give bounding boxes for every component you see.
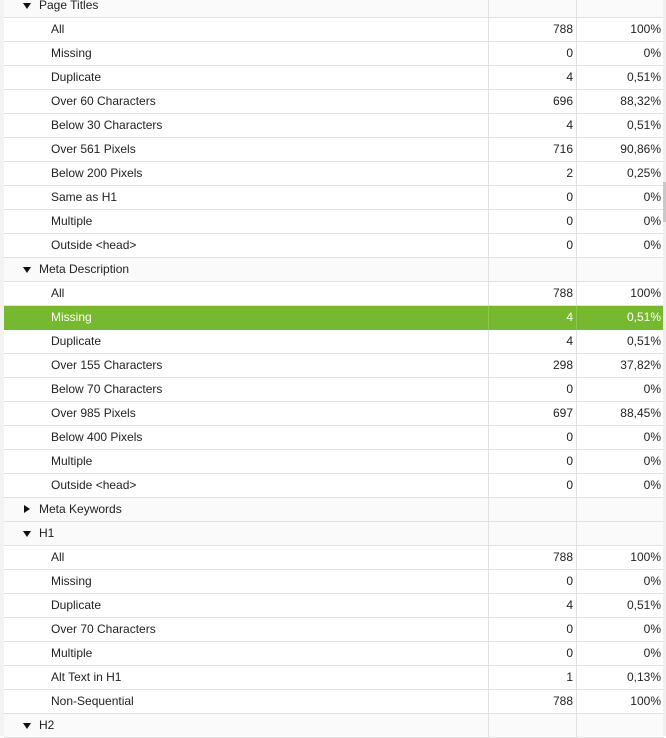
- row-count: 788: [488, 18, 576, 41]
- row-label: Meta Keywords: [39, 502, 122, 516]
- tree-item-row[interactable]: [4, 474, 664, 498]
- row-label: Duplicate: [51, 334, 102, 348]
- row-count: [488, 258, 576, 281]
- row-count: 4: [488, 66, 576, 89]
- row-label: Alt Text in H1: [51, 670, 122, 684]
- row-label: Below 400 Pixels: [51, 430, 143, 444]
- row-percentage: 0%: [576, 378, 664, 401]
- row-label: H2: [39, 718, 55, 732]
- row-percentage: 0,51%: [576, 594, 664, 617]
- row-percentage: [576, 258, 664, 281]
- row-count: 0: [488, 450, 576, 473]
- row-percentage: 100%: [576, 282, 664, 305]
- row-count: [488, 714, 576, 737]
- row-label: Outside <head>: [51, 238, 137, 252]
- row-label: Over 985 Pixels: [51, 406, 136, 420]
- tree-item-row[interactable]: [4, 162, 664, 186]
- row-label: Missing: [51, 574, 92, 588]
- row-label: Below 30 Characters: [51, 118, 163, 132]
- row-count: 788: [488, 546, 576, 569]
- row-label: Page Titles: [39, 0, 99, 12]
- row-percentage: 100%: [576, 690, 664, 713]
- row-percentage: 88,32%: [576, 90, 664, 113]
- row-percentage: 0,25%: [576, 162, 664, 185]
- row-count: 0: [488, 378, 576, 401]
- row-percentage: 0%: [576, 474, 664, 497]
- tree-group-row[interactable]: [4, 0, 664, 18]
- row-count: 298: [488, 354, 576, 377]
- tree-group-row[interactable]: [4, 258, 664, 282]
- row-count: [488, 498, 576, 521]
- tree-item-row[interactable]: [4, 378, 664, 402]
- tree-item-row[interactable]: [4, 330, 664, 354]
- tree-item-row[interactable]: [4, 546, 664, 570]
- tree-item-row[interactable]: [4, 450, 664, 474]
- row-count: 0: [488, 42, 576, 65]
- row-count: 4: [488, 114, 576, 137]
- row-count: [488, 0, 576, 17]
- row-percentage: 0,13%: [576, 666, 664, 689]
- row-percentage: 0%: [576, 642, 664, 665]
- row-label: Duplicate: [51, 598, 102, 612]
- row-count: 4: [488, 306, 576, 329]
- row-count: 4: [488, 594, 576, 617]
- row-label: Same as H1: [51, 190, 118, 204]
- row-label: Multiple: [51, 214, 93, 228]
- tree-item-row[interactable]: [4, 618, 664, 642]
- row-percentage: 0,51%: [576, 66, 664, 89]
- row-percentage: 0%: [576, 210, 664, 233]
- tree-item-row[interactable]: [4, 426, 664, 450]
- row-label: Over 60 Characters: [51, 94, 156, 108]
- row-percentage: 100%: [576, 546, 664, 569]
- row-count: 697: [488, 402, 576, 425]
- row-label: Over 561 Pixels: [51, 142, 136, 156]
- row-count: 0: [488, 426, 576, 449]
- row-percentage: 0,51%: [576, 114, 664, 137]
- tree-item-row[interactable]: [4, 570, 664, 594]
- row-label: Outside <head>: [51, 478, 137, 492]
- tree-item-row[interactable]: [4, 138, 664, 162]
- tree-item-row[interactable]: [4, 210, 664, 234]
- tree-item-row[interactable]: [4, 666, 664, 690]
- row-count: 716: [488, 138, 576, 161]
- row-percentage: 0%: [576, 570, 664, 593]
- tree-item-row[interactable]: [4, 234, 664, 258]
- row-count: 0: [488, 210, 576, 233]
- row-label: Over 155 Characters: [51, 358, 163, 372]
- tree-item-row[interactable]: [4, 90, 664, 114]
- row-percentage: 0,51%: [576, 330, 664, 353]
- row-count: 788: [488, 282, 576, 305]
- row-label: All: [51, 286, 65, 300]
- tree-item-row[interactable]: [4, 186, 664, 210]
- row-percentage: [576, 498, 664, 521]
- tree-item-row[interactable]: [4, 66, 664, 90]
- tree-group-row[interactable]: [4, 714, 664, 738]
- row-count: [488, 522, 576, 545]
- tree-item-row[interactable]: [4, 594, 664, 618]
- tree-item-row[interactable]: [4, 402, 664, 426]
- row-label: Multiple: [51, 454, 93, 468]
- row-label: All: [51, 550, 65, 564]
- row-label: Non-Sequential: [51, 694, 134, 708]
- row-percentage: 0%: [576, 426, 664, 449]
- row-percentage: 100%: [576, 18, 664, 41]
- row-label: Below 70 Characters: [51, 382, 163, 396]
- row-label: H1: [39, 526, 55, 540]
- row-label: Below 200 Pixels: [51, 166, 143, 180]
- row-count: 1: [488, 666, 576, 689]
- tree-item-row[interactable]: [4, 642, 664, 666]
- row-percentage: [576, 522, 664, 545]
- tree-group-row[interactable]: [4, 498, 664, 522]
- tree-item-row[interactable]: [4, 18, 664, 42]
- row-count: 0: [488, 234, 576, 257]
- tree-item-row[interactable]: [4, 690, 664, 714]
- row-percentage: 0%: [576, 450, 664, 473]
- tree-item-row[interactable]: [4, 114, 664, 138]
- row-percentage: [576, 714, 664, 737]
- row-count: 0: [488, 570, 576, 593]
- row-percentage: 37,82%: [576, 354, 664, 377]
- row-percentage: 0%: [576, 618, 664, 641]
- row-percentage: 0%: [576, 42, 664, 65]
- tree-item-row[interactable]: [4, 282, 664, 306]
- row-count: 4: [488, 330, 576, 353]
- row-count: 696: [488, 90, 576, 113]
- row-label: Meta Description: [39, 262, 130, 276]
- tree-item-row[interactable]: [4, 306, 664, 330]
- row-label: Missing: [51, 46, 92, 60]
- row-percentage: 0%: [576, 186, 664, 209]
- row-count: 788: [488, 690, 576, 713]
- row-percentage: 88,45%: [576, 402, 664, 425]
- row-percentage: 0,51%: [576, 306, 664, 329]
- row-count: 0: [488, 642, 576, 665]
- row-percentage: [576, 0, 664, 17]
- row-label: Duplicate: [51, 70, 102, 84]
- row-percentage: 0%: [576, 234, 664, 257]
- row-count: 2: [488, 162, 576, 185]
- tree-item-row[interactable]: [4, 42, 664, 66]
- row-label: Missing: [51, 310, 92, 324]
- row-label: Multiple: [51, 646, 93, 660]
- row-label: All: [51, 22, 65, 36]
- row-percentage: 90,86%: [576, 138, 664, 161]
- row-count: 0: [488, 618, 576, 641]
- tree-item-row[interactable]: [4, 354, 664, 378]
- row-count: 0: [488, 186, 576, 209]
- row-count: 0: [488, 474, 576, 497]
- tree-group-row[interactable]: [4, 522, 664, 546]
- row-label: Over 70 Characters: [51, 622, 156, 636]
